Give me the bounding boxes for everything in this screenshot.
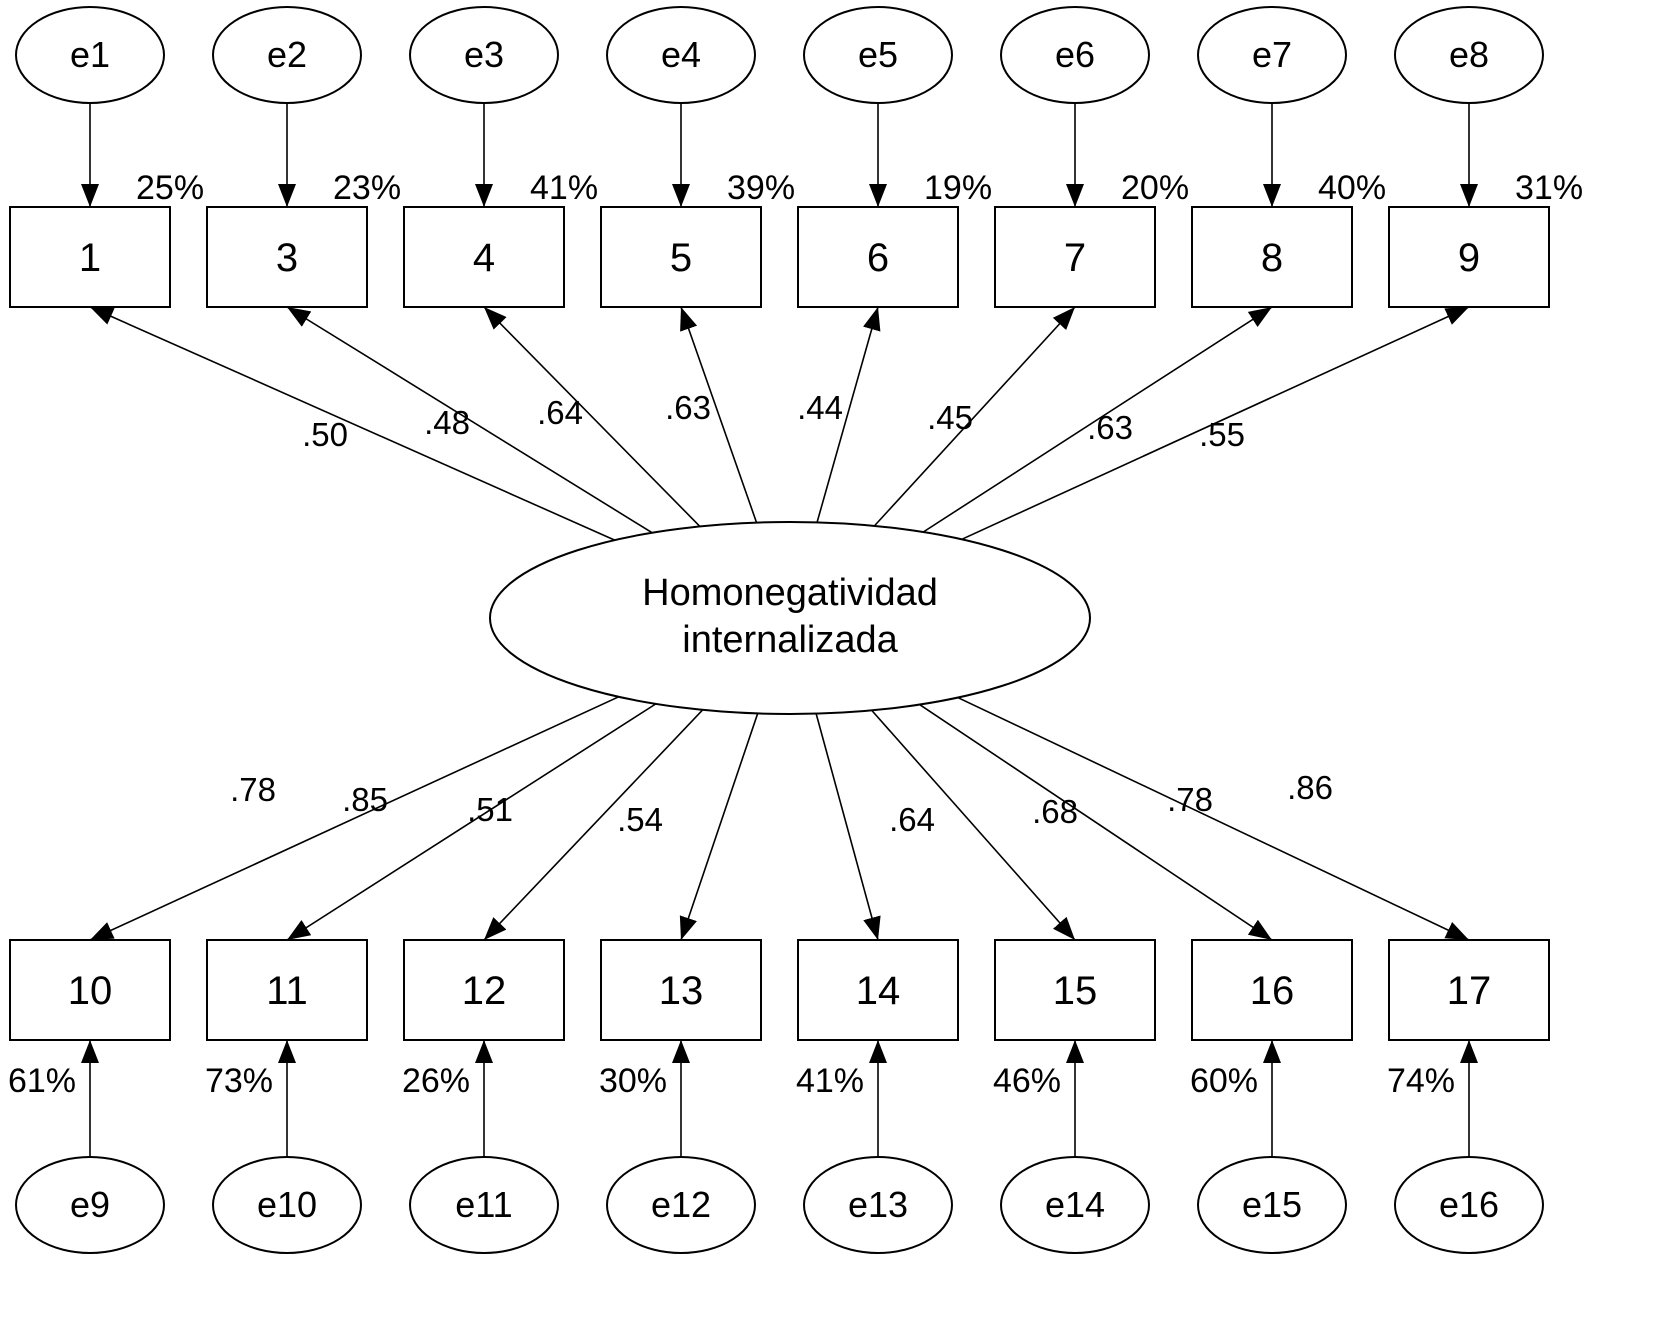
error-label: e5 xyxy=(857,34,899,75)
item-label: 4 xyxy=(472,236,496,280)
error-label: e4 xyxy=(660,34,702,75)
loading-label: .51 xyxy=(467,791,513,828)
variance-label: 60% xyxy=(1189,1062,1258,1100)
variance-label: 39% xyxy=(727,169,796,207)
error-label: e3 xyxy=(463,34,505,75)
loading-label: .68 xyxy=(1032,793,1078,830)
variance-label: 46% xyxy=(992,1062,1061,1100)
item-label: 12 xyxy=(461,969,507,1013)
error-label: e12 xyxy=(650,1184,712,1225)
loading-label: .63 xyxy=(665,389,711,426)
variance-label: 26% xyxy=(401,1062,470,1100)
loading-label: .54 xyxy=(617,801,663,838)
loading-label: .63 xyxy=(1087,409,1133,446)
variance-label: 73% xyxy=(204,1062,273,1100)
item-label: 5 xyxy=(669,236,693,280)
error-label: e8 xyxy=(1448,34,1490,75)
factor-label-line1: Homonegatividad xyxy=(642,572,938,614)
loading-label: .48 xyxy=(424,404,470,441)
variance-label: 41% xyxy=(795,1062,864,1100)
error-label: e15 xyxy=(1241,1184,1303,1225)
item-label: 1 xyxy=(78,236,102,280)
item-label: 15 xyxy=(1052,969,1098,1013)
item-label: 6 xyxy=(866,236,890,280)
variance-label: 74% xyxy=(1386,1062,1455,1100)
diagram-layer xyxy=(8,7,1583,1253)
error-label: e2 xyxy=(266,34,308,75)
item-label: 7 xyxy=(1063,236,1087,280)
error-label: e16 xyxy=(1438,1184,1500,1225)
item-label: 9 xyxy=(1457,236,1481,280)
loading-label: .44 xyxy=(797,389,843,426)
variance-label: 41% xyxy=(530,169,599,207)
error-label: e1 xyxy=(69,34,111,75)
error-label: e13 xyxy=(847,1184,909,1225)
loading-arrow xyxy=(90,307,615,540)
loading-label: .55 xyxy=(1199,416,1245,453)
error-label: e7 xyxy=(1251,34,1293,75)
item-label: 13 xyxy=(658,969,704,1013)
variance-label: 20% xyxy=(1121,169,1190,207)
loading-label: .50 xyxy=(302,416,348,453)
loading-label: .64 xyxy=(889,801,935,838)
item-label: 3 xyxy=(275,236,299,280)
loading-label: .86 xyxy=(1287,769,1333,806)
error-label: e6 xyxy=(1054,34,1096,75)
item-label: 10 xyxy=(67,969,113,1013)
loading-label: .45 xyxy=(927,399,973,436)
variance-label: 31% xyxy=(1515,169,1584,207)
variance-label: 40% xyxy=(1318,169,1387,207)
item-label: 17 xyxy=(1446,969,1492,1013)
variance-label: 19% xyxy=(924,169,993,207)
item-label: 8 xyxy=(1260,236,1284,280)
item-label: 11 xyxy=(266,969,308,1013)
item-label: 16 xyxy=(1249,969,1295,1013)
loading-arrow xyxy=(874,307,1075,526)
error-label: e11 xyxy=(455,1184,513,1225)
variance-label: 23% xyxy=(333,169,402,207)
loading-arrow xyxy=(681,713,758,940)
loading-label: .85 xyxy=(342,781,388,818)
variance-label: 25% xyxy=(136,169,205,207)
loading-label: .78 xyxy=(1167,781,1213,818)
error-label: e9 xyxy=(69,1184,111,1225)
error-label: e10 xyxy=(256,1184,318,1225)
variance-label: 61% xyxy=(7,1062,76,1100)
factor-node xyxy=(490,522,1090,714)
factor-label-line2: internalizada xyxy=(682,619,898,661)
loading-label: .78 xyxy=(230,771,276,808)
error-label: e14 xyxy=(1044,1184,1106,1225)
variance-label: 30% xyxy=(598,1062,667,1100)
loading-arrow xyxy=(90,697,619,940)
loading-arrow xyxy=(816,714,878,940)
item-label: 14 xyxy=(855,969,901,1013)
loading-label: .64 xyxy=(537,394,583,431)
